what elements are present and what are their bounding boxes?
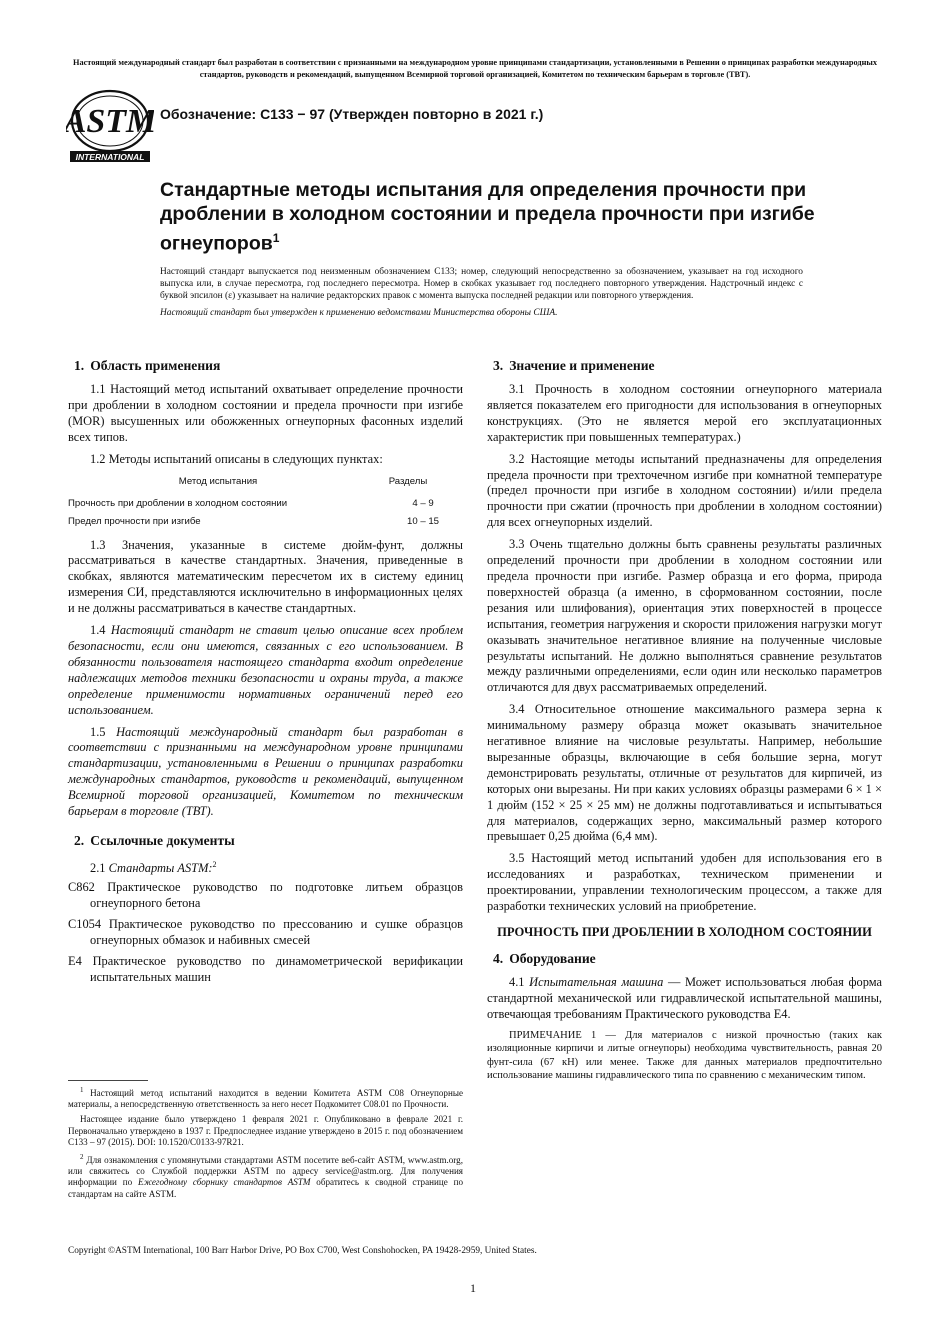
footnote-2-italic: Ежегодному сборнику стандартов ASTM [137,1177,311,1188]
footnote-divider [68,1080,148,1081]
para-4-1-italic: Испытательная машина [529,975,664,989]
designation: Обозначение: C133 − 97 (Утвержден повторно в 2021 г.) [160,106,544,122]
footnote-2-mark: 2 [80,1153,84,1162]
left-column [68,357,463,990]
footnotes [68,1085,463,1204]
para-3-4: 3.4 Относительное отношение максимального размера зерна к минимальному размеру образца может оказывать значительное негативное влияние на числовые результаты. Например, небольшие вырезанные образцы, включающие в себя большие зерна, могут демонстрировать результаты, отличные от результатов для кирпичей, из которых они вырезаны. Ни при каких условиях образцы размерами 6 × 1 × 1 дюйм (152 × 25 × 25 мм) не должны подготавливаться и испытываться для материалов, содержащих зерно, максимальный размер которого превышает 0,25 дюйма (6,4 мм). [487,702,882,844]
para-2-1-number: 2.1 [90,861,106,876]
footnote-2-text-b: обратитесь к сводной странице по стандартам на сайте ASTM. [68,1177,463,1199]
para-4-1-text: — Может использоваться любая форма стандартной механической или гидравлической испытательной машины, отвечающая требованиям Практического руководства E4. [487,975,882,1021]
para-1-1: 1.1 Настоящий метод испытаний охватывает определение прочности при дроблении в холодном состоянии и предела прочности при изгибе (MOR) высушенных или обожженных огнеупорных фасонных изделий всех типов. [68,382,463,444]
table-row [68,498,463,510]
title-text: Стандартные методы испытания для определения прочности при дроблении в холодном состоянии и предела прочности при изгибе огнеупоров [160,179,815,255]
section-4-heading [487,950,882,967]
table-header-sections: Разделы [388,475,428,487]
footnote-2-text-a: Для ознакомления с упомянутыми стандартами ASTM посетите веб-сайт ASTM, www.astm.org, или свяжитесь со Службой поддержки ASTM по адресу service@astm.org. Для получения информации по [68,1155,463,1188]
para-2-1 [68,857,463,877]
para-1-5-number: 1.5 [90,724,106,739]
para-3-1: 3.1 Прочность в холодном состоянии огнеупорного материала является показателем его пригодности для использования в огнеупорных конструкциях. (Это не является мерой его эксплуатационных характеристик при повышенных температурах.) [487,382,882,444]
reference-c1054: C1054 Практическое руководство по прессованию и сушке образцов огнеупорных обмазок и набивных смесей [68,916,463,947]
intro-paragraph: Настоящий стандарт выпускается под неизменным обозначением C133; номер, следующий непосредственно за обозначением, указывает на год исходного выпуска или, в случае пересмотра, год последнего пересмотра. Номер в скобках указывает год последнего повторного утверждения. Надстрочный индекс с буквой эпсилон (ε) указывает на наличие редакторских правок с момента выпуска последней редакции или повторного утверждения. [160,267,803,301]
para-3-3: 3.3 Очень тщательно должны быть сравнены результаты различных определений прочности при дроблении в холодном состоянии или предела прочности при изгибе. Размер образца и его форма, природа поверхностей образца (а именно, в сформованном состоянии, после резания или шлифования), ориентация этих поверхностей в процессе испытания, геометрия нагружения и скорости приложения нагрузки могут оказывать значительное негативное влияние на полученные числовые результаты испытаний. Не должно выполняться сравнение результатов между различными определениями, если один или несколько параметров отличаются для двух рассматриваемых определений. [487,537,882,695]
table-cell-sections: 4 – 9 [412,497,434,509]
section-1-number: 1. [74,358,85,373]
methods-table [68,476,463,528]
section-1-heading [68,357,463,374]
section-2-number: 2. [74,832,85,848]
para-1-4-number: 1.4 [90,623,106,638]
note-1: ПРИМЕЧАНИЕ 1 — Для материалов с низкой прочностью (таких как изоляционные кирпичи и литые огнеупоры) необходима чувствительность, равная 20 фунт-сила (67 кН) или менее. Также для данных материалов предпочтительно использование машины гидравлического типа по сравнению с механическим типом. [487,1029,882,1081]
svg-text:ASTM: ASTM [66,103,154,140]
table-cell-method: Предел прочности при изгибе [68,515,201,527]
para-1-5 [68,725,463,820]
document-title [160,178,820,256]
copyright: Copyright ©ASTM International, 100 Barr Harbor Drive, PO Box C700, West Conshohocken, PA 19428-2959, United States. [68,1246,537,1256]
para-4-1 [487,975,882,1023]
footnote-1-text: Настоящий метод испытаний находится в ведении Комитета ASTM C08 Огнеупорные материалы, а непосредственную ответственность за него несет Подкомитет C08.01 по Прочности. [68,1088,463,1110]
section-1-title: Область применения [90,358,221,373]
para-1-2: 1.2 Методы испытаний описаны в следующих пунктах: [90,451,383,466]
table-row [68,516,463,528]
table-header-method: Метод испытания [178,475,258,487]
para-2-1-footnote-mark: 2 [212,859,217,869]
table-cell-sections: 10 – 15 [406,515,439,527]
table-header [68,476,463,488]
footnote-1-edition: Настоящее издание было утверждено 1 февраля 2021 г. Опубликовано в феврале 2021 г. Первоначально утверждено в 1937 г. Предпоследнее издание утверждено в 2015 г. под обозначением C133 – 97 (2015). DOI: 10.1520/C0133-97R21. [68,1114,463,1147]
footnote-2 [68,1152,463,1200]
header-notice: Настоящий международный стандарт был разработан в соответствии с признанными на международном уровне принципами стандартизации, установленными в Решении о принципах разработки международных стандартов, руководств и рекомендаций, выпущенном Всемирной торговой организацией, Комитетом по техническим барьерам в торговле (ТВТ). [73,58,877,79]
table-cell-method: Прочность при дроблении в холодном состоянии [68,497,288,509]
section-3-title: Значение и применение [509,358,655,373]
title-footnote-mark: 1 [272,231,280,245]
section-2-heading [68,832,463,849]
astm-logo-icon [66,88,154,164]
intro-approval: Настоящий стандарт был утвержден к применению ведомствами Министерства обороны США. [160,308,558,319]
section-2-title: Ссылочные документы [90,832,235,848]
logo-text: INTERNATIONAL [75,152,145,162]
para-1-5-text: Настоящий международный стандарт был разработан в соответствии с признанными на международном уровне принципами стандартизации, установленными в Решении о принципах разработки международных стандартов, руководств и рекомендаций, выпущенном Всемирной торговой организацией, Комитетом по техническим барьерам в торговле (ТВТ). [68,724,463,819]
page-number: 1 [470,1281,476,1295]
reference-e4: E4 Практическое руководство по динамометрической верификации испытательных машин [68,953,463,984]
para-1-4 [68,623,463,718]
section-4-title: Оборудование [509,951,596,966]
section-3-heading [487,357,882,374]
footnote-1 [68,1085,463,1110]
section-4-number: 4. [493,951,504,966]
para-1-3: 1.3 Значения, указанные в системе дюйм-фунт, должны рассматриваться в качестве стандартных. Значения, приведенные в скобках, являются математическим пересчетом их в систему единиц измерения СИ, представляются исключительно в информационных целях и не должны рассматриваться в качестве стандартных. [68,537,463,616]
para-4-1-number: 4.1 [509,975,525,989]
reference-c862: C862 Практическое руководство по подготовке литьем образцов огнеупорного бетона [68,879,463,910]
section-3-number: 3. [493,358,504,373]
footnote-1-mark: 1 [80,1086,84,1094]
para-3-2: 3.2 Настоящие методы испытаний предназначены для определения предела прочности при трехточечном изгибе при комнатной температуре (предел прочности при изгибе в холодном состоянии) и/или предела прочности при сжатии (прочность при дроблении в холодном состоянии) для всех огнеупорных изделий. [487,451,882,530]
para-3-5: 3.5 Настоящий метод испытаний удобен для использования его в исследованиях и разработках, техническом применении и проектировании, управлении технологическим процессом, а также для разработки технических условий на приобретение. [487,851,882,914]
para-2-1-text: Стандарты ASTM: [108,861,213,876]
astm-logo [66,88,154,164]
right-column [487,357,882,1088]
para-1-4-text: Настоящий стандарт не ставит целью описание всех проблем безопасности, если они имеются, связанных с его использованием. В обязанности пользователя настоящего стандарта входит определение надлежащих методов техники безопасности и охраны труда, а также определение применимости нормативных ограничений перед его использованием. [68,623,463,717]
part-subheading: ПРОЧНОСТЬ ПРИ ДРОБЛЕНИИ В ХОЛОДНОМ СОСТОЯНИИ [497,925,872,939]
intro-block [160,267,803,320]
